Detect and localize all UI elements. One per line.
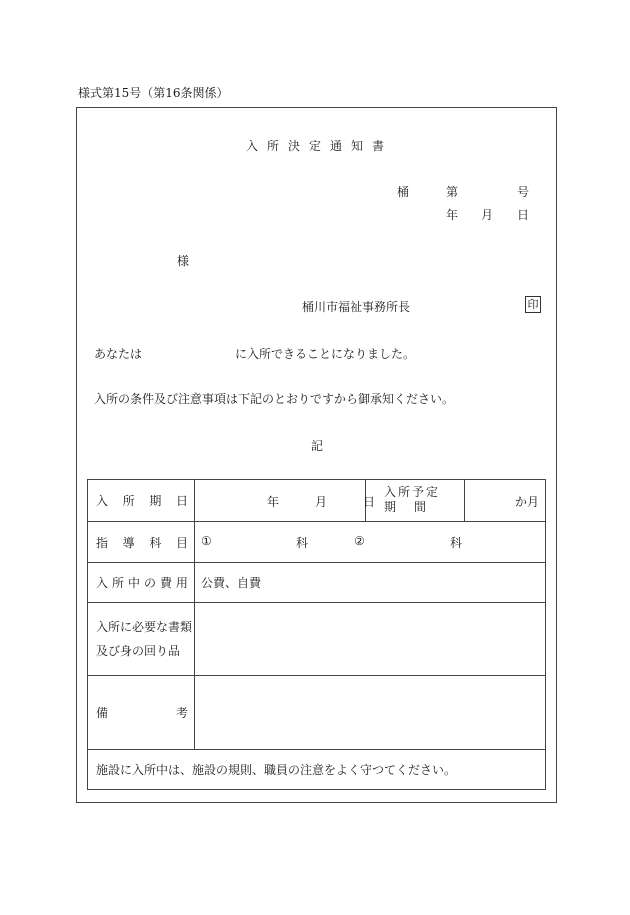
required-items-label-line1: 入所に必要な書類: [96, 620, 193, 634]
required-items-label-cell: [88, 603, 195, 676]
costs-label-6: 用: [175, 576, 188, 590]
costs-label-cell: [88, 563, 195, 603]
subject2-suffix: 科: [450, 536, 463, 550]
row-guidance-subjects: [88, 522, 546, 563]
costs-label-3: 中: [127, 576, 140, 590]
subject2-number: ②: [354, 534, 365, 548]
addressee-suffix: 様: [177, 254, 190, 268]
admission-date-label-4: 日: [175, 494, 188, 508]
admission-date-label-3: 期: [149, 494, 162, 508]
admission-date-label-2: 所: [122, 494, 135, 508]
costs-label-5: 費: [159, 576, 172, 590]
row-note: [88, 750, 546, 790]
admission-date-value-cell: [195, 480, 376, 522]
guidance-label-4: 目: [175, 535, 188, 550]
remarks-label-cell: [88, 676, 195, 750]
remarks-label-2: 考: [175, 706, 188, 720]
number-suffix: 号: [517, 185, 530, 199]
ki-heading: 記: [311, 439, 324, 453]
planned-period-label-line2: 期間: [384, 500, 445, 514]
date-day-label: 日: [517, 208, 530, 222]
date-month-label: 月: [481, 208, 494, 222]
admission-day-label: 日: [363, 495, 376, 509]
costs-value: 公費、自費: [195, 563, 546, 603]
guidance-label-1: 指: [96, 535, 109, 550]
body-line1-part1: あなたは: [94, 347, 143, 361]
planned-period-label: [384, 485, 444, 515]
note-text: 施設に入所中は、施設の規則、職員の注意をよく守つてください。: [88, 750, 546, 790]
guidance-label-3: 科: [149, 535, 162, 550]
admission-month-label: 月: [315, 495, 328, 509]
costs-label-1: 入: [96, 576, 109, 590]
costs-label-4: の: [143, 576, 156, 590]
row-admission-date: [88, 480, 546, 522]
planned-period-value-cell: [465, 480, 546, 522]
admission-year-label: 年: [267, 495, 280, 509]
admission-date-label-cell: [88, 480, 195, 522]
body-line2: 入所の条件及び注意事項は下記のとおりですから御承知ください。: [94, 392, 455, 406]
admission-date-label-1: 入: [96, 494, 109, 508]
required-items-label-line2: 及び身の回り品: [96, 644, 181, 658]
issuer-name: 桶川市福祉事務所長: [302, 300, 411, 314]
date-year-label: 年: [446, 208, 459, 222]
subject1-suffix: 科: [296, 536, 309, 550]
details-table: [87, 479, 546, 790]
guidance-label-cell: [88, 522, 195, 563]
document-title: 入所決定通知書: [245, 139, 393, 153]
body-line1-part2: に入所できることになりました。: [235, 347, 416, 361]
required-items-value-cell: [195, 603, 546, 676]
guidance-value-cell: [195, 522, 546, 563]
remarks-label-1: 備: [96, 706, 109, 720]
remarks-value-cell: [195, 676, 546, 750]
form-number: 様式第15号（第16条関係）: [78, 86, 229, 100]
number-prefix: 第: [446, 185, 459, 199]
city-prefix: 桶: [397, 185, 410, 199]
costs-label-2: 所: [111, 576, 124, 590]
seal-mark: 印: [525, 296, 541, 313]
guidance-label-2: 導: [122, 535, 135, 550]
months-suffix: か月: [515, 495, 540, 509]
row-costs: [88, 563, 546, 603]
subject1-number: ①: [201, 534, 212, 548]
row-required-items: [88, 603, 546, 676]
planned-period-label-line1: 入所予定: [384, 485, 441, 499]
row-remarks: [88, 676, 546, 750]
